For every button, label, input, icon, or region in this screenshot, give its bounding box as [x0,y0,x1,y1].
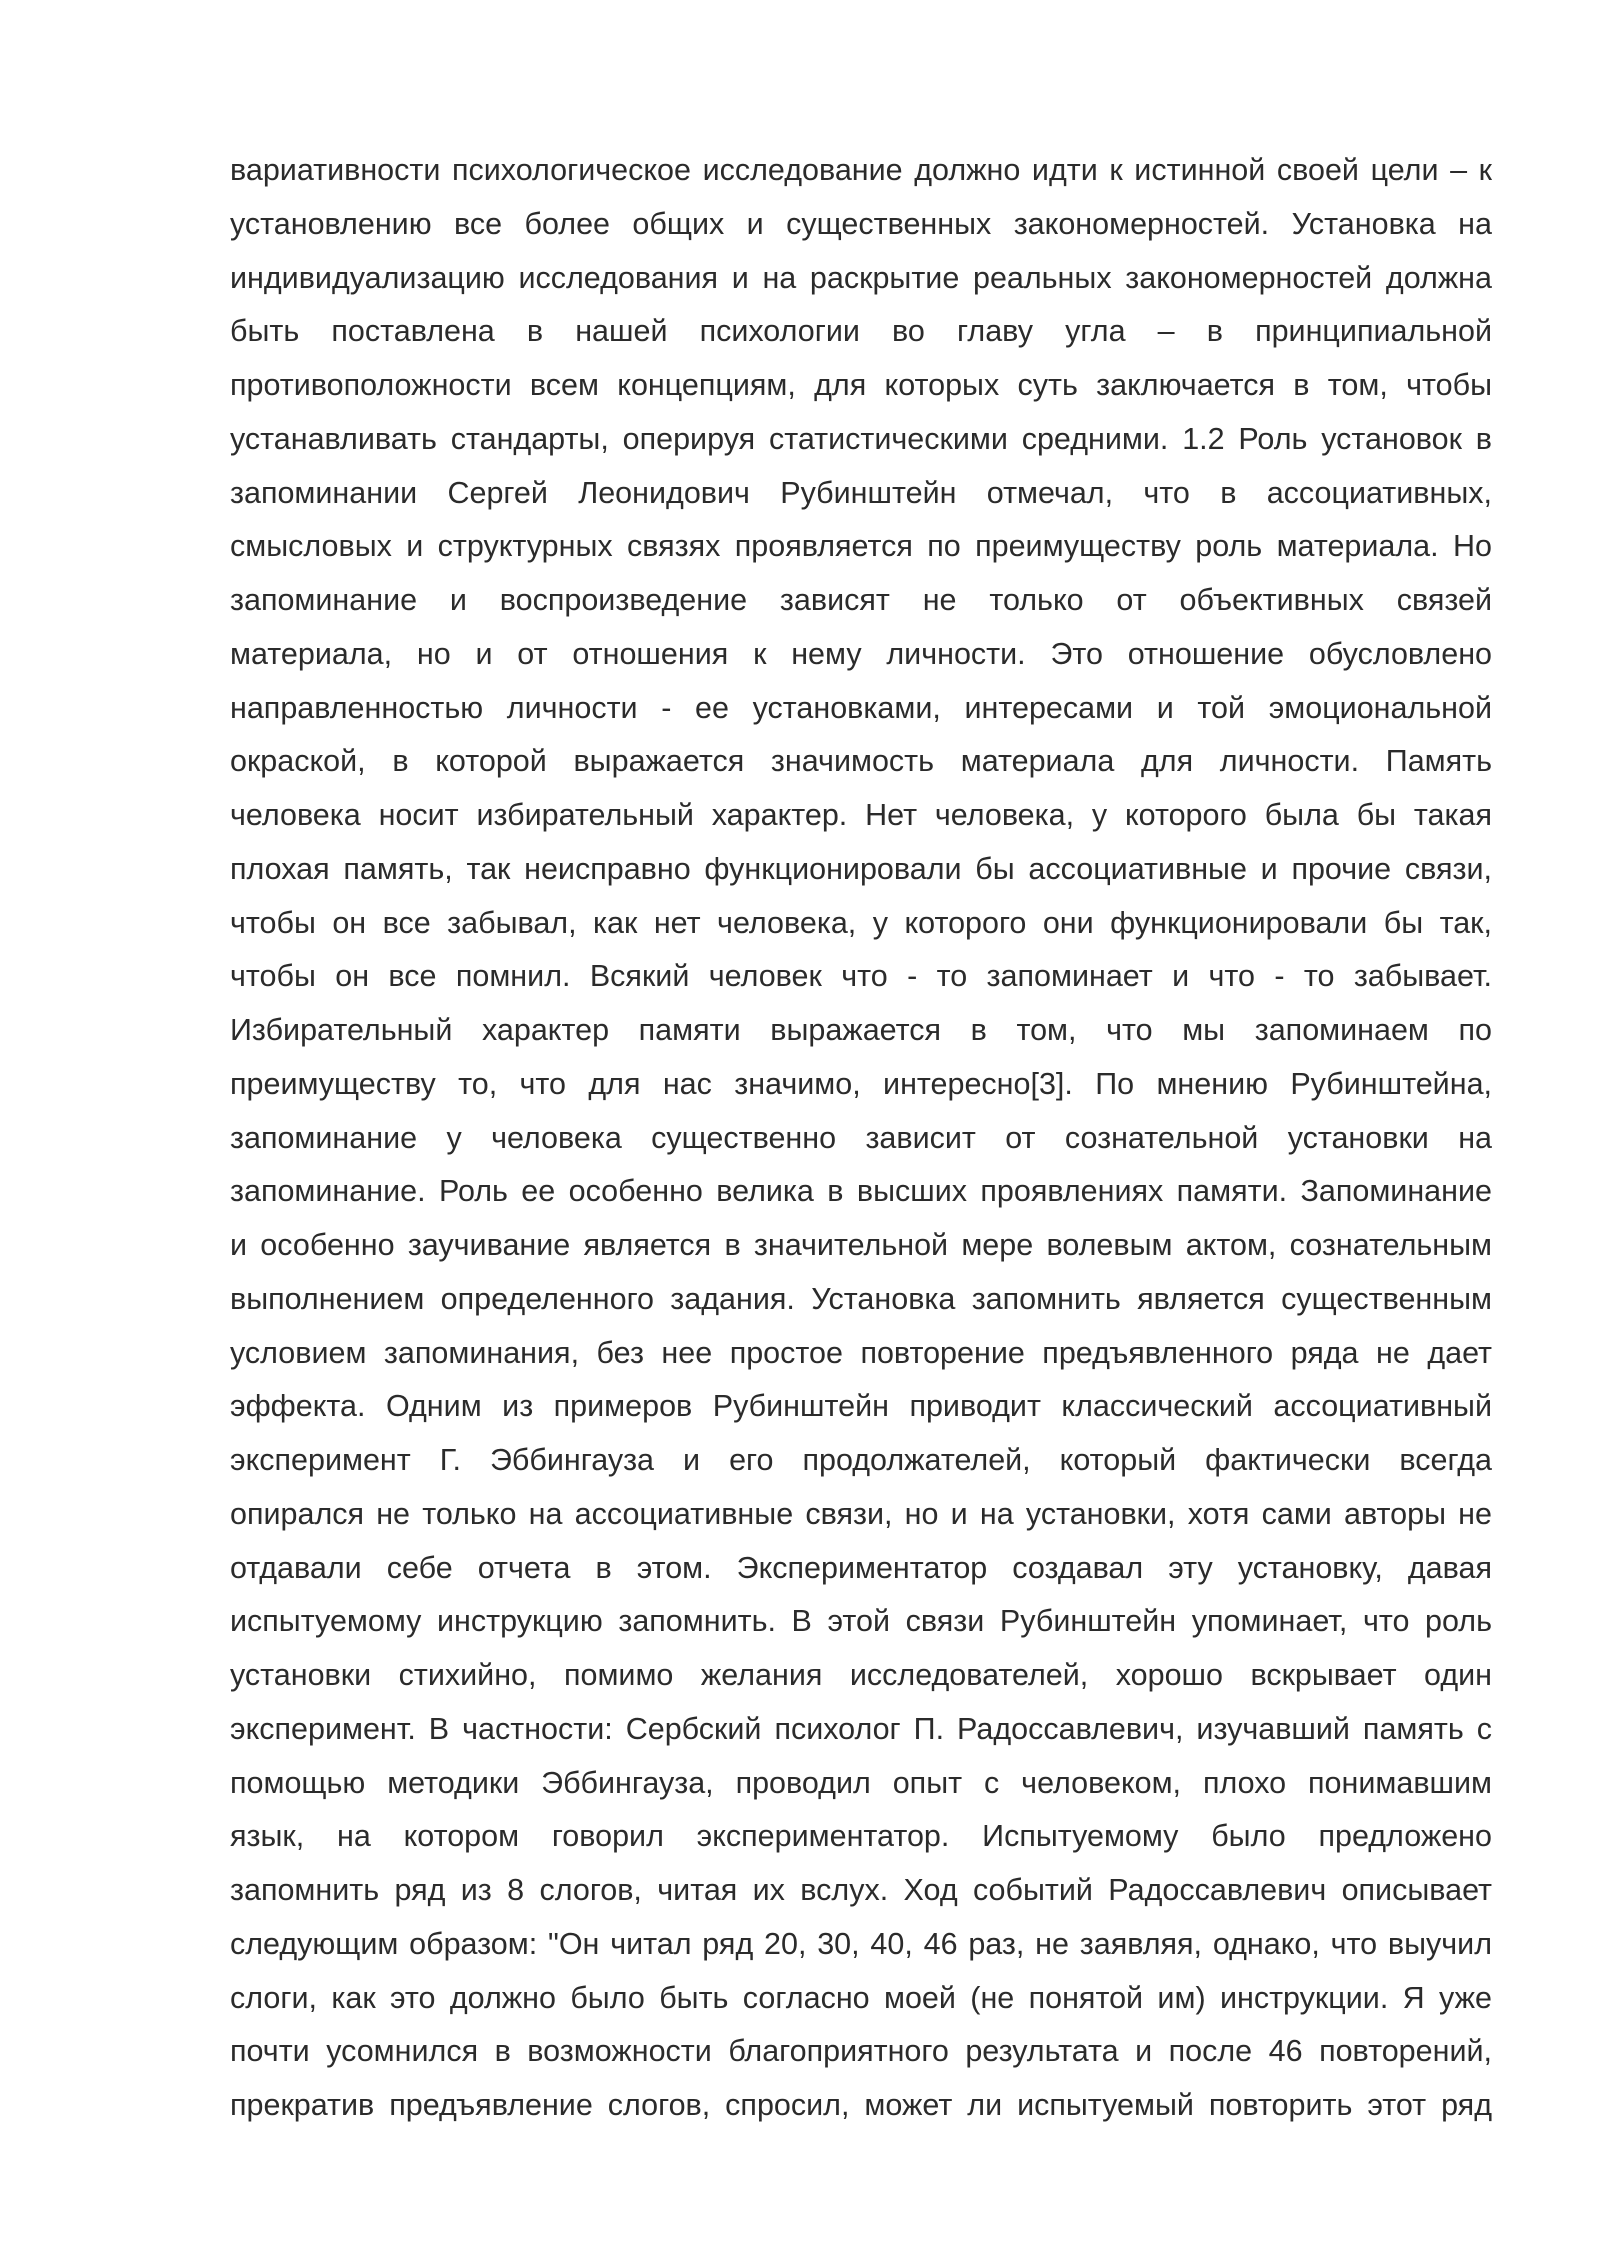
text-line: эксперимент. В частности: Сербский психолог П. Радоссавлевич, изучавший память с [230,1711,1492,1746]
text-line: установки стихийно, помимо желания исследователей, хорошо вскрывает один [230,1658,1492,1692]
text-line: Избирательный характер памяти выражается в том, что мы запоминаем по [230,1013,1492,1047]
text-line: преимуществу то, что для нас значимо, интересно[3]. По мнению Рубинштейна, [230,1066,1492,1101]
text-line: прекратив предъявление слогов, спросил, может ли испытуемый повторить этот ряд [230,2088,1492,2122]
text-line: смысловых и структурных связях проявляется по преимуществу роль материала. Но [230,529,1492,564]
text-line: установлению все более общих и существенных закономерностей. Установка на [230,206,1492,241]
text-line: опирался не только на ассоциативные связи, но и на установки, хотя сами авторы не [230,1496,1492,1531]
text-line: помощью методики Эббингауза, проводил опыт с человеком, плохо понимавшим [230,1765,1492,1800]
body-text [230,144,1492,2133]
text-line: окраской, в которой выражается значимость материала для личности. Память [230,744,1492,779]
text-line: почти усомнился в возможности благоприятного результата и после 46 повторений, [230,2034,1492,2069]
text-line: направленностью личности - ее установками, интересами и той эмоциональной [230,690,1492,725]
text-line: чтобы он все забывал, как нет человека, у которого они функционировали бы так, [230,905,1492,940]
text-line: слоги, как это должно было быть согласно моей (не понятой им) инструкции. Я уже [230,1980,1492,2015]
text-line: запомнить ряд из 8 слогов, читая их вслух. Ход событий Радоссавлевич описывает [230,1873,1492,1907]
text-line: язык, на котором говорил экспериментатор. Испытуемому было предложено [230,1819,1492,1854]
text-line: запоминание у человека существенно зависит от сознательной установки на [230,1120,1492,1155]
text-line: эффекта. Одним из примеров Рубинштейн приводит классический ассоциативный [230,1389,1492,1424]
text-line: устанавливать стандарты, оперируя статистическими средними. 1.2 Роль установок в [230,421,1492,456]
text-line: выполнением определенного задания. Установка запомнить является существенным [230,1281,1492,1316]
text-line: человека носит избирательный характер. Нет человека, у которого была бы такая [230,798,1492,832]
text-line: плохая память, так неисправно функционировали бы ассоциативные и прочие связи, [230,851,1492,886]
text-line: противоположности всем концепциям, для которых суть заключается в том, чтобы [230,368,1492,402]
text-line: вариативности психологическое исследование должно идти к истинной своей цели – к [230,153,1492,187]
text-line: быть поставлена в нашей психологии во главу угла – в принципиальной [230,314,1492,349]
text-line: запоминании Сергей Леонидович Рубинштейн отмечал, что в ассоциативных, [230,475,1492,510]
text-line: и особенно заучивание является в значительной мере волевым актом, сознательным [230,1228,1492,1262]
text-line: запоминание и воспроизведение зависят не только от объективных связей [230,583,1492,617]
text-line: условием запоминания, без нее простое повторение предъявленного ряда не дает [230,1335,1492,1370]
text-line: индивидуализацию исследования и на раскрытие реальных закономерностей должна [230,260,1492,295]
text-line: материала, но и от отношения к нему личности. Это отношение обусловлено [230,636,1492,671]
text-line: следующим образом: "Он читал ряд 20, 30, 40, 46 раз, не заявляя, однако, что выучил [230,1926,1492,1961]
text-line: запоминание. Роль ее особенно велика в высших проявлениях памяти. Запоминание [230,1174,1492,1209]
text-line: отдавали себе отчета в этом. Экспериментатор создавал эту установку, давая [230,1550,1492,1585]
text-line: чтобы он все помнил. Всякий человек что - то запоминает и что - то забывает. [230,959,1492,994]
text-line: испытуемому инструкцию запомнить. В этой связи Рубинштейн упоминает, что роль [230,1604,1492,1639]
text-line: эксперимент Г. Эббингауза и его продолжателей, который фактически всегда [230,1443,1492,1477]
